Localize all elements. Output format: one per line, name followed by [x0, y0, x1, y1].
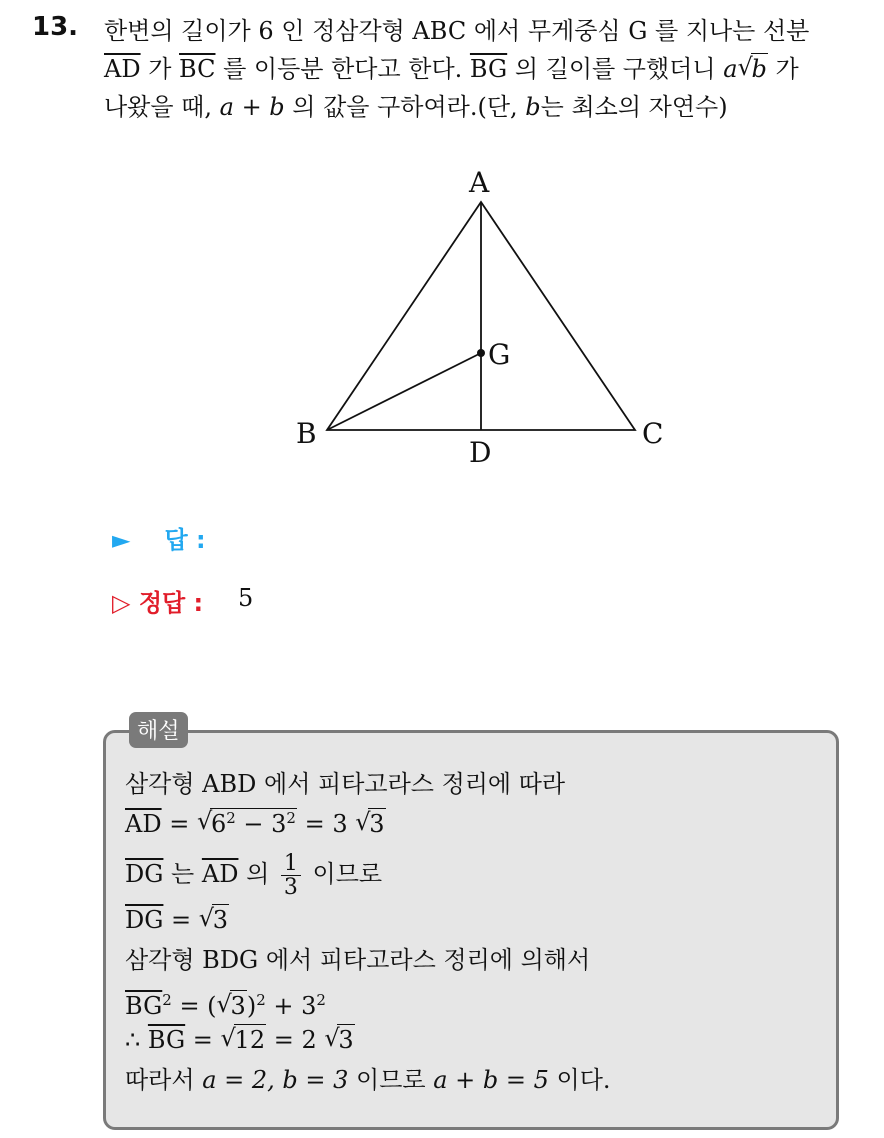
explanation-line-3 — [125, 846, 825, 902]
explanation-text: = — [161, 810, 197, 838]
exponent: 2 — [162, 991, 172, 1009]
problem-text-part: 한변의 길이가 6 인 정삼각형 ABC 에서 무게중심 G 를 지나는 선분 — [104, 17, 810, 45]
explanation-line-1 — [125, 766, 825, 806]
explanation-text: 이므로 — [348, 1066, 434, 1094]
problem-text-part: 의 값을 구하여라.(단, — [284, 93, 526, 121]
explanation-text: 6 — [210, 810, 227, 838]
sqrt-radicand: 3 — [230, 992, 246, 1020]
explanation-text: + 3 — [265, 992, 317, 1020]
label-c: C — [642, 417, 664, 450]
segment-bg: $\overline{BG}$ — [469, 55, 508, 83]
var-a: a — [723, 55, 738, 83]
explanation-text: 는 — [163, 860, 202, 888]
sqrt-expression — [197, 811, 297, 836]
triangle-figure — [290, 160, 690, 470]
label-g: G — [488, 338, 511, 371]
exponent: 2 — [226, 809, 236, 827]
explanation-text: = 2 — [266, 1026, 325, 1054]
problem-text — [104, 12, 864, 126]
sqrt-radicand: 3 — [338, 1026, 354, 1054]
label-a: A — [469, 166, 490, 199]
fraction-numerator: 1 — [281, 852, 301, 876]
explanation-line-8 — [125, 1062, 825, 1102]
problem-text-part: 의 길이를 구했더니 — [507, 55, 724, 83]
answer-marker-icon: ► — [112, 526, 131, 554]
segment-dg: $\overline{DG}$ — [125, 860, 164, 888]
sqrt-radicand: 3 — [212, 906, 229, 934]
explanation-tag: 해설 — [129, 712, 188, 748]
explanation-content — [125, 766, 825, 1102]
segment-ad: $\overline{AD}$ — [125, 810, 162, 838]
therefore-symbol: ∴ — [125, 1026, 148, 1054]
math-expression: a = 2, b = 3 — [202, 1066, 349, 1094]
explanation-text: 따라서 — [125, 1066, 203, 1094]
explanation-line-4 — [125, 902, 825, 942]
explanation-text: 이므로 — [304, 860, 383, 888]
exponent: 2 — [286, 809, 296, 827]
sqrt-expression — [217, 994, 247, 1018]
sqrt-b — [738, 57, 768, 81]
segment-bg: $\overline{BG}$ — [125, 992, 163, 1020]
var-b: b — [525, 93, 541, 121]
explanation-text: = — [163, 906, 199, 934]
sqrt-radicand: 3 — [369, 810, 385, 838]
answer-row — [112, 520, 206, 555]
sqrt-expression — [324, 1028, 354, 1052]
sqrt-expression — [221, 1028, 267, 1052]
problem-number: 13. — [32, 12, 79, 42]
explanation-text: 삼각형 ABD 에서 피타고라스 정리에 따라 — [125, 770, 566, 798]
explanation-text: = 3 — [296, 810, 356, 838]
centroid-point — [477, 349, 485, 357]
problem-line-2 — [104, 50, 864, 88]
sqrt-expression — [355, 812, 385, 836]
exponent: 2 — [256, 991, 266, 1009]
explanation-text: − 3 — [235, 810, 287, 838]
explanation-line-2 — [125, 806, 825, 846]
segment-bc: $\overline{BC}$ — [179, 55, 216, 83]
problem-text-part: 를 이등분 한다고 한다. — [215, 55, 470, 83]
sum-expression: a + b — [219, 93, 285, 121]
fraction-denominator: 3 — [283, 875, 298, 900]
correct-answer-value: 5 — [238, 584, 254, 612]
explanation-text: 의 — [238, 860, 277, 888]
explanation-text: = — [185, 1026, 221, 1054]
explanation-line-5 — [125, 942, 825, 982]
problem-line-1 — [104, 12, 864, 50]
segment-dg: $\overline{DG}$ — [125, 906, 164, 934]
label-b: B — [296, 417, 317, 450]
explanation-line-7 — [125, 1022, 825, 1062]
problem-text-part: 가 — [140, 55, 180, 83]
answer-label: 답 : — [164, 526, 206, 554]
segment-bg-line — [327, 353, 481, 430]
correct-marker-icon: ▷ — [112, 589, 131, 617]
var-b-radicand: b — [751, 55, 767, 83]
problem-text-part: 가 — [767, 55, 799, 83]
sqrt-radicand: 12 — [234, 1026, 266, 1054]
explanation-text: ) — [246, 992, 257, 1020]
correct-answer-row — [112, 583, 203, 618]
segment-bg: $\overline{BG}$ — [147, 1026, 186, 1054]
fraction — [281, 852, 301, 899]
exponent: 2 — [316, 991, 326, 1009]
explanation-text: = ( — [171, 992, 217, 1020]
segment-ad: $\overline{AD}$ — [201, 860, 239, 888]
explanation-line-6 — [125, 982, 825, 1022]
explanation-text: 이다. — [548, 1066, 611, 1094]
sqrt-expression — [199, 908, 229, 932]
explanation-text: 삼각형 BDG 에서 피타고라스 정리에 의해서 — [125, 946, 591, 974]
label-d: D — [469, 436, 492, 469]
correct-answer-label: 정답 : — [138, 589, 204, 617]
problem-text-part: 는 최소의 자연수) — [540, 93, 728, 121]
sqrt-radicand — [210, 808, 297, 838]
problem-line-3 — [104, 88, 864, 126]
math-expression: a + b = 5 — [433, 1066, 549, 1094]
problem-text-part: 나왔을 때, — [104, 93, 220, 121]
segment-ad: $\overline{AD}$ — [104, 55, 141, 83]
